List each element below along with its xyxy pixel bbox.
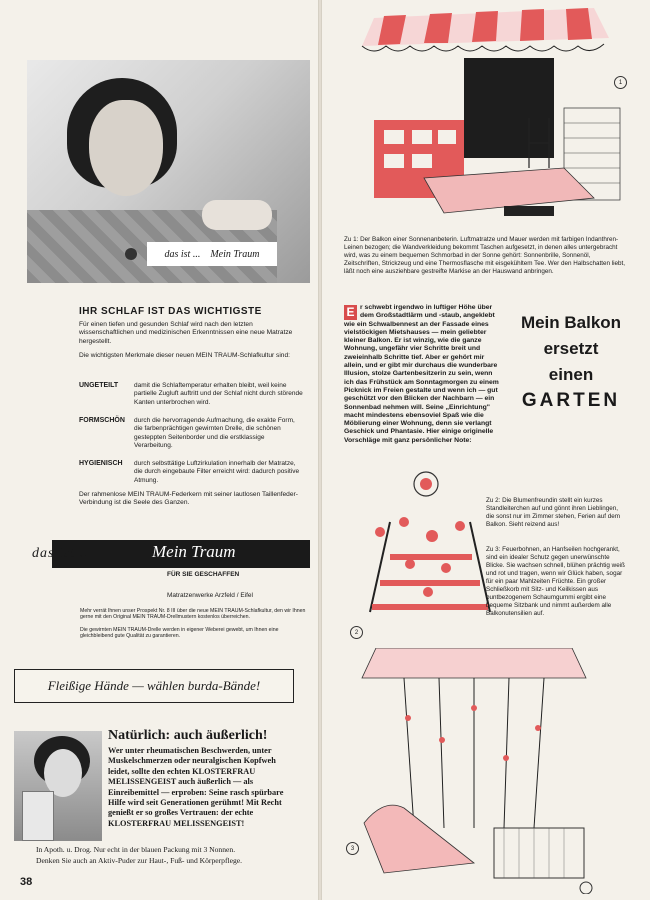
kloster-title: Natürlich: auch äußerlich! — [108, 728, 268, 743]
page-number: 38 — [20, 876, 33, 888]
burda-slogan-box: Fleißige Hände — wählen burda-Bände! — [14, 669, 294, 703]
headline-line: GARTEN — [521, 390, 621, 411]
kloster-tail: In Apoth. u. Drog. Nur echt in der blauen Packung mit 3 Nonnen. — [36, 845, 236, 854]
brand-company: Matratzenwerke Arzfeld / Eifel — [167, 592, 253, 599]
headline-line: ersetzt — [543, 339, 599, 358]
mattress-label — [147, 242, 277, 266]
illustration-number: 1 — [614, 76, 627, 89]
brand-pre: das ist .. — [32, 546, 89, 561]
kloster-woman-photo — [14, 731, 102, 841]
bean-curtain-illustration — [354, 648, 594, 894]
kloster-body: Wer unter rheumatischen Beschwerden, unter Muskelschmerzen oder neuralgischen Kopfweh leidet, sollte den echten KLOSTERFRAU MELISSENGEIST auch äußerlich — als Einreibemittel — erproben: Seine rasch spürbare Hilfe wird seit Generationen gerühmt! Mit Recht genießt er so großes Vertrauen: der echte KLOSTERFRAU MELISSENGEIST! — [108, 746, 284, 828]
fine-print: Die gewirnten MEIN TRAUM-Drelle werden in eigener Weberei gewebt, um Ihnen eine gleichbleibend gute Qualität zu garantieren. — [80, 627, 279, 640]
page-fold — [318, 0, 322, 900]
article-headline — [506, 310, 636, 414]
illustration-number: 3 — [346, 842, 359, 855]
mattress-label-pre: das ist ... — [164, 248, 201, 260]
article-story — [344, 304, 504, 445]
feature-text: damit die Schlaftemperatur erhalten bleibt, weil keine partielle Zugluft auftritt und der Schlaf nicht durch störende Kanten unterbrochen wird. — [134, 382, 303, 406]
mattress-ad — [22, 18, 314, 638]
feature-term: FORMSCHÖN — [79, 417, 125, 424]
caption-3: Zu 3: Feuerbohnen, an Hanfseilen hochgerankt, sind ein idealer Schutz gegen unerwünschte Blicke. Sie wachsen schnell, blühen prächtig weiß und rot und tragen, wenn wir Glück haben, sogar für ein paar Mahlzeiten Früchte. Ein großer Schließkorb mit Sitz- und Keilkissen aus buntbezogenem Schaumgummi ergibt eine bequeme Sitzbank und nimmt außerdem alle Balkonutensilien auf. — [486, 546, 625, 617]
dropcap: E — [344, 305, 357, 320]
feature-text: durch selbsttätige Luftzirkulation innerhalb der Matratze, die durch eingebaute Filter erreicht wird: dadurch positive Atmung. — [134, 460, 300, 484]
headline-line: einen — [548, 365, 594, 384]
brand-name: Mein Traum — [152, 542, 236, 561]
brand-subtitle: FÜR SIE GESCHAFFEN — [167, 571, 240, 578]
headline-line: Mein Balkon — [520, 313, 622, 332]
feature-text: durch die hervorragende Aufmachung, die exakte Form, die farbenprächtigen gewirnten Drelle, die schönen gesteppten Seitenborder und die erstklassige Verarbeitung. — [134, 417, 295, 450]
balcony-article — [326, 0, 636, 900]
feature-term: UNGETEILT — [79, 382, 119, 389]
fine-print: Mehr verrät Ihnen unser Prospekt Nr. 8 III über die neue MEIN TRAUM-Schlafkultur, den wir Ihnen gerne mit den Original MEIN TRAUM-Drellmustern kostenlos überreichen. — [80, 608, 306, 621]
brand-logo-icon — [125, 248, 137, 260]
bottle-icon — [22, 791, 54, 841]
woman-on-mattress-photo — [27, 60, 310, 283]
caption-2: Zu 2: Die Blumenfreundin stellt ein kurzes Standleiterchen auf und gönnt ihren Lieblingen, die sonst nur im Zimmer stehen, Ferien auf dem Balkon. Sieht reizend aus! — [486, 497, 621, 528]
illustration-number: 2 — [350, 626, 363, 639]
feature-term: HYGIENISCH — [79, 460, 123, 467]
article-story-text: r schwebt irgendwo in luftiger Höhe über dem Großstadtlärm und -staub, angeklebt wie ein Schwalbennest an der Fassade eines vielstöckigen Mietshauses — mein geliebter kleiner Balkon. Er ist winzig, wie die ganze Wohnung, ungefähr vier Schritte breit und zweieinhalb Schritte tief. Aber er gehört mir allein, und er gibt mir durchaus die wunderbare Illusion, stolze Gartenbesitzerin zu sein, wenn ich das Frühstück am Sonntagmorgen zu einem Picknick im Freien gestalte und wenn ich — gut geschützt vor den Blicken der Nachbarn — ein Sonnenbad nehmen will. Seine „Einrichtung" macht mindestens ebensoviel Spaß wie die Möblierung einer Wohnung, denn sie verlangt Geschick und Phantasie. Hier einige originelle Vorschläge mit ganz persönlicher Note: — [344, 304, 499, 444]
kloster-tail: Denken Sie auch an Aktiv-Puder zur Haut-, Fuß- und Körperpflege. — [36, 856, 243, 865]
ad-closing: Der rahmenlose MEIN TRAUM-Federkern mit seiner lautlosen Taillenfeder-Verbindung ist die Seele des Ganzen. — [79, 491, 298, 507]
ad-intro: Für einen tiefen und gesunden Schlaf wird nach den letzten wissenschaftlichen und medizinischen Erkenntnissen eine neue Matratze hergestellt. — [79, 321, 293, 345]
sunbather-balcony-illustration — [354, 8, 632, 228]
mattress-label-brand: Mein Traum — [210, 248, 260, 260]
caption-1: Zu 1: Der Balkon einer Sonnenanbeterin. Luftmatratze und Mauer werden mit farbigen Indanthren-Leinen bezogen; die Wandverkleidung bekommt Taschen aufgesetzt, in denen alles untergebracht wird, was zu einem bequemen Schmorbad in der Sonne gehört: Sonnenbrille, Sonnenöl, Zeitschriften, Strickzeug und eine Thermosflasche mit eisgekühltem Tee. Wer den Halbschatten liebt, läßt noch eine ausziehbare gestreifte Markise an der Hauswand anbringen. — [344, 236, 626, 275]
ad-title: IHR SCHLAF IST DAS WICHTIGSTE — [79, 306, 262, 317]
features-intro: Die wichtigsten Merkmale dieser neuen MEIN TRAUM-Schlafkultur sind: — [79, 352, 290, 359]
